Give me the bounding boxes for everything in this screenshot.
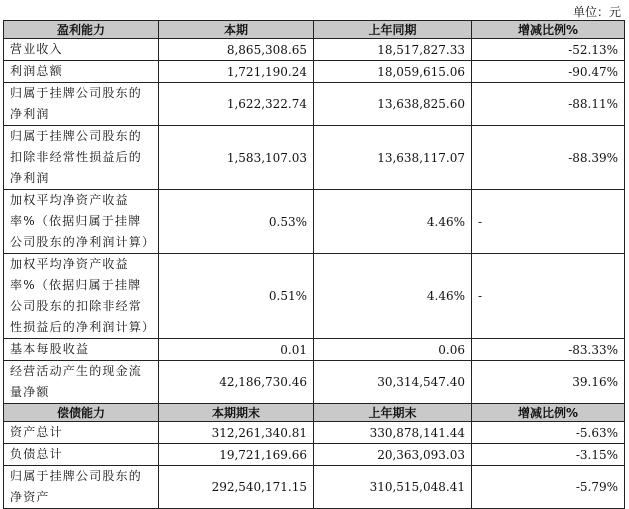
header-prior-year-end: 上年期末: [314, 404, 472, 422]
financial-indicators-table: [3, 20, 625, 509]
cell-prior: 310,515,048.41: [314, 466, 472, 509]
cell-current: 8,865,308.65: [159, 39, 314, 61]
profit-header-row: [4, 21, 625, 39]
row-label: 归属于挂牌公司股东的净资产: [4, 466, 159, 509]
header-prior-period: 上年同期: [314, 21, 472, 39]
table-row: [4, 339, 625, 361]
cell-prior: 18,517,827.33: [314, 39, 472, 61]
header-change: 增减比例%: [472, 21, 625, 39]
table-row: [4, 83, 625, 126]
cell-current: 42,186,730.46: [159, 361, 314, 404]
cell-change: 39.16%: [472, 361, 625, 404]
cell-change: -52.13%: [472, 39, 625, 61]
cell-prior: 0.06: [314, 339, 472, 361]
cell-current: 19,721,169.66: [159, 444, 314, 466]
row-label: 负债总计: [4, 444, 159, 466]
table-row: [4, 444, 625, 466]
table-row: [4, 39, 625, 61]
cell-change: -88.39%: [472, 126, 625, 190]
row-label: 加权平均净资产收益率%（依据归属于挂牌公司股东的扣除非经常性损益后的净利润计算）: [4, 254, 159, 339]
unit-label: 单位：元: [572, 5, 621, 19]
cell-prior: 330,878,141.44: [314, 422, 472, 444]
cell-current: 1,721,190.24: [159, 61, 314, 83]
cell-current: 0.51%: [159, 254, 314, 339]
cell-prior: 4.46%: [314, 254, 472, 339]
cell-change: -: [472, 254, 625, 339]
row-label: 利润总额: [4, 61, 159, 83]
header-change: 增减比例%: [472, 404, 625, 422]
row-label: 基本每股收益: [4, 339, 159, 361]
cell-change: -83.33%: [472, 339, 625, 361]
cell-prior: 30,314,547.40: [314, 361, 472, 404]
cell-change: -88.11%: [472, 83, 625, 126]
row-label: 经营活动产生的现金流量净额: [4, 361, 159, 404]
cell-prior: 18,059,615.06: [314, 61, 472, 83]
table-row: [4, 422, 625, 444]
cell-prior: 20,363,093.03: [314, 444, 472, 466]
row-label: 归属于挂牌公司股东的净利润: [4, 83, 159, 126]
table-row: [4, 126, 625, 190]
cell-current: 0.53%: [159, 190, 314, 254]
solvency-header-row: [4, 404, 625, 422]
table-row: [4, 361, 625, 404]
table-row: [4, 190, 625, 254]
cell-current: 292,540,171.15: [159, 466, 314, 509]
header-period-end: 本期期末: [159, 404, 314, 422]
cell-change: -: [472, 190, 625, 254]
row-label: 加权平均净资产收益率%（依据归属于挂牌公司股东的净利润计算）: [4, 190, 159, 254]
header-current-period: 本期: [159, 21, 314, 39]
cell-change: -90.47%: [472, 61, 625, 83]
cell-current: 1,622,322.74: [159, 83, 314, 126]
row-label: 归属于挂牌公司股东的扣除非经常性损益后的净利润: [4, 126, 159, 190]
table-row: [4, 254, 625, 339]
cell-prior: 13,638,825.60: [314, 83, 472, 126]
cell-prior: 4.46%: [314, 190, 472, 254]
cell-current: 1,583,107.03: [159, 126, 314, 190]
header-solvency: 偿债能力: [4, 404, 159, 422]
cell-current: 312,261,340.81: [159, 422, 314, 444]
cell-change: -5.63%: [472, 422, 625, 444]
row-label: 营业收入: [4, 39, 159, 61]
cell-prior: 13,638,117.07: [314, 126, 472, 190]
header-profit: 盈利能力: [4, 21, 159, 39]
cell-change: -3.15%: [472, 444, 625, 466]
row-label: 资产总计: [4, 422, 159, 444]
table-row: [4, 61, 625, 83]
table-row: [4, 466, 625, 509]
cell-change: -5.79%: [472, 466, 625, 509]
cell-current: 0.01: [159, 339, 314, 361]
